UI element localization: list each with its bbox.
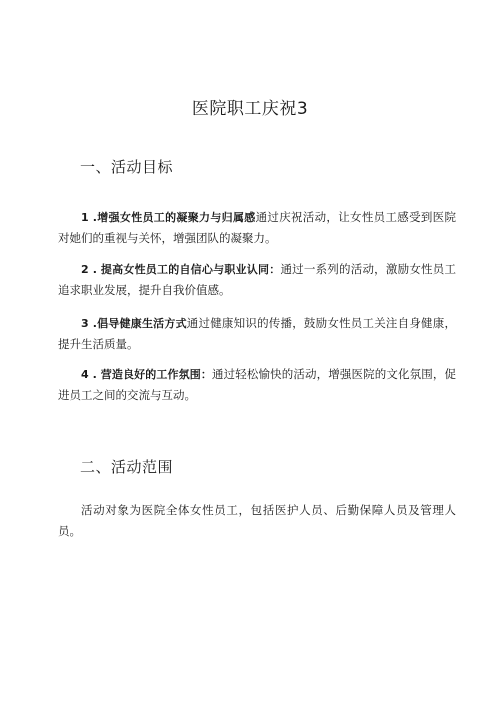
section-heading-scope: 二、活动范围: [80, 458, 174, 476]
goal-item-1: [58, 207, 456, 249]
goal-item-lead: 4 . 营造良好的工作氛围：: [81, 368, 212, 381]
goal-item-3: [58, 313, 456, 355]
goal-item-lead: 3 .倡导健康生活方式: [81, 317, 187, 330]
goal-item-text: 通过庆祝活动，让女性员工感受到医院对她们的重视与关怀，增强团队的凝聚力。: [58, 210, 456, 245]
goal-item-text: 通过健康知识的传播，鼓励女性员工关注自身健康，提升生活质量。: [58, 316, 456, 351]
page-title: 医院职工庆祝3: [191, 99, 309, 119]
scope-paragraph: 活动对象为医院全体女性员工，包括医护人员、后勤保障人员及管理人员。: [58, 503, 456, 538]
goal-item-lead: 2 . 提高女性员工的自信心与职业认同：: [81, 263, 281, 276]
goal-item-text: 通过一系列的活动，激励女性员工追求职业发展，提升自我价值感。: [58, 262, 456, 297]
goal-item-2: [58, 259, 456, 301]
goal-item-lead: 1 .增强女性员工的凝聚力与归属感: [81, 211, 256, 224]
goal-item-4: [58, 364, 456, 406]
goal-item-text: 通过轻松愉快的活动，增强医院的文化氛围，促进员工之间的交流与互动。: [58, 367, 456, 402]
section-heading-goals: 一、活动目标: [80, 158, 174, 176]
